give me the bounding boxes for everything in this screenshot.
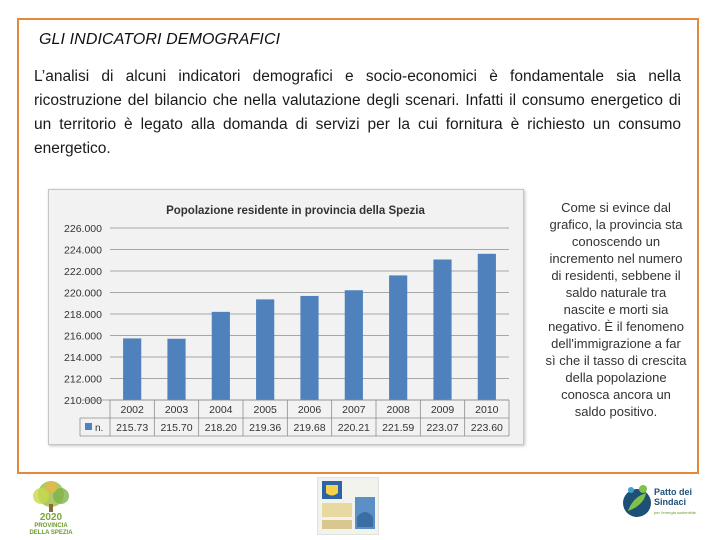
bar-2008 <box>389 275 407 400</box>
tree-icon <box>24 478 78 522</box>
bar-2007 <box>345 290 363 400</box>
slide-title: GLI INDICATORI DEMOGRAFICI <box>39 31 281 48</box>
x-tick-label: 2006 <box>297 404 322 416</box>
bar-2003 <box>167 339 185 400</box>
x-tick-label: 2002 <box>120 404 144 416</box>
y-tick-label: 226.000 <box>64 223 102 235</box>
y-tick-label: 212.000 <box>64 373 102 386</box>
y-tick-label: 224.000 <box>64 244 102 257</box>
y-tick-label: 220.000 <box>64 287 102 300</box>
x-tick-label: 2010 <box>475 404 499 416</box>
data-label: 220.21 <box>337 422 370 434</box>
x-tick-label: 2004 <box>209 404 233 416</box>
patto-sub: per l'energia sostenibile <box>654 510 696 515</box>
intro-paragraph: L’analisi di alcuni indicatori demografici e socio-economici è fondamentale sia nella ricostruzione del bilancio che nella valutazione degli scenari. Infatti il consumo energetico di un territorio è legato alla domanda di servizi per la cui fornitura è richiesto un consumo energetico. <box>34 68 681 157</box>
data-label: 223.60 <box>470 422 503 434</box>
data-label: 215.70 <box>160 422 193 434</box>
bar-2010 <box>478 254 496 400</box>
patto-label-line-2: Sindaci <box>654 497 687 507</box>
chart-title: Popolazione residente in provincia della Spezia <box>166 205 425 217</box>
y-tick-label: 216.000 <box>64 330 102 343</box>
logo-caption-1: PROVINCIA <box>34 523 68 529</box>
bar-2006 <box>300 296 318 400</box>
data-label: 218.20 <box>204 422 237 434</box>
population-chart <box>48 189 524 445</box>
bar-2005 <box>256 299 274 400</box>
chart-canvas <box>49 190 523 444</box>
x-tick-label: 2009 <box>430 404 455 416</box>
data-label: 221.59 <box>382 422 415 434</box>
patto-dei-sindaci-logo <box>622 481 714 529</box>
logo-year-text: 2020 <box>39 512 63 522</box>
patto-label <box>654 487 692 507</box>
bar-2009 <box>433 259 451 400</box>
legend-swatch <box>85 423 92 430</box>
patto-label-line-1: Patto dei <box>654 487 693 497</box>
provincia-tree-logo <box>24 478 78 538</box>
logo-caption-2: DELLA SPEZIA <box>29 530 73 536</box>
y-tick-label: 222.000 <box>64 266 102 278</box>
data-label: 219.68 <box>293 422 326 434</box>
x-tick-label: 2008 <box>386 404 410 416</box>
emblem-icon <box>317 477 379 535</box>
chart-commentary: Come si evince dal grafico, la provincia sta conoscendo un incremento nel numero di residenti, sebbene il saldo naturale tra nascite e morti sia negativo. È il fenomeno dell'immigrazione a far sì che il tasso di crescita della popolazione conosca ancora un saldo positivo. <box>545 200 687 419</box>
bar-2004 <box>212 312 230 400</box>
bar-2002 <box>123 338 141 400</box>
patto-icon <box>622 481 652 525</box>
data-label: 215.73 <box>116 422 149 434</box>
y-tick-label: 210.000 <box>64 395 102 407</box>
legend-label: n. <box>95 423 104 434</box>
data-label: 223.07 <box>426 422 459 434</box>
y-tick-label: 214.000 <box>64 352 102 364</box>
data-label: 219.36 <box>249 422 282 434</box>
x-tick-label: 2003 <box>164 404 189 416</box>
provincia-emblem-logo <box>317 477 379 535</box>
x-tick-label: 2005 <box>253 404 277 416</box>
x-tick-label: 2007 <box>342 404 366 416</box>
y-tick-label: 218.000 <box>64 309 102 321</box>
